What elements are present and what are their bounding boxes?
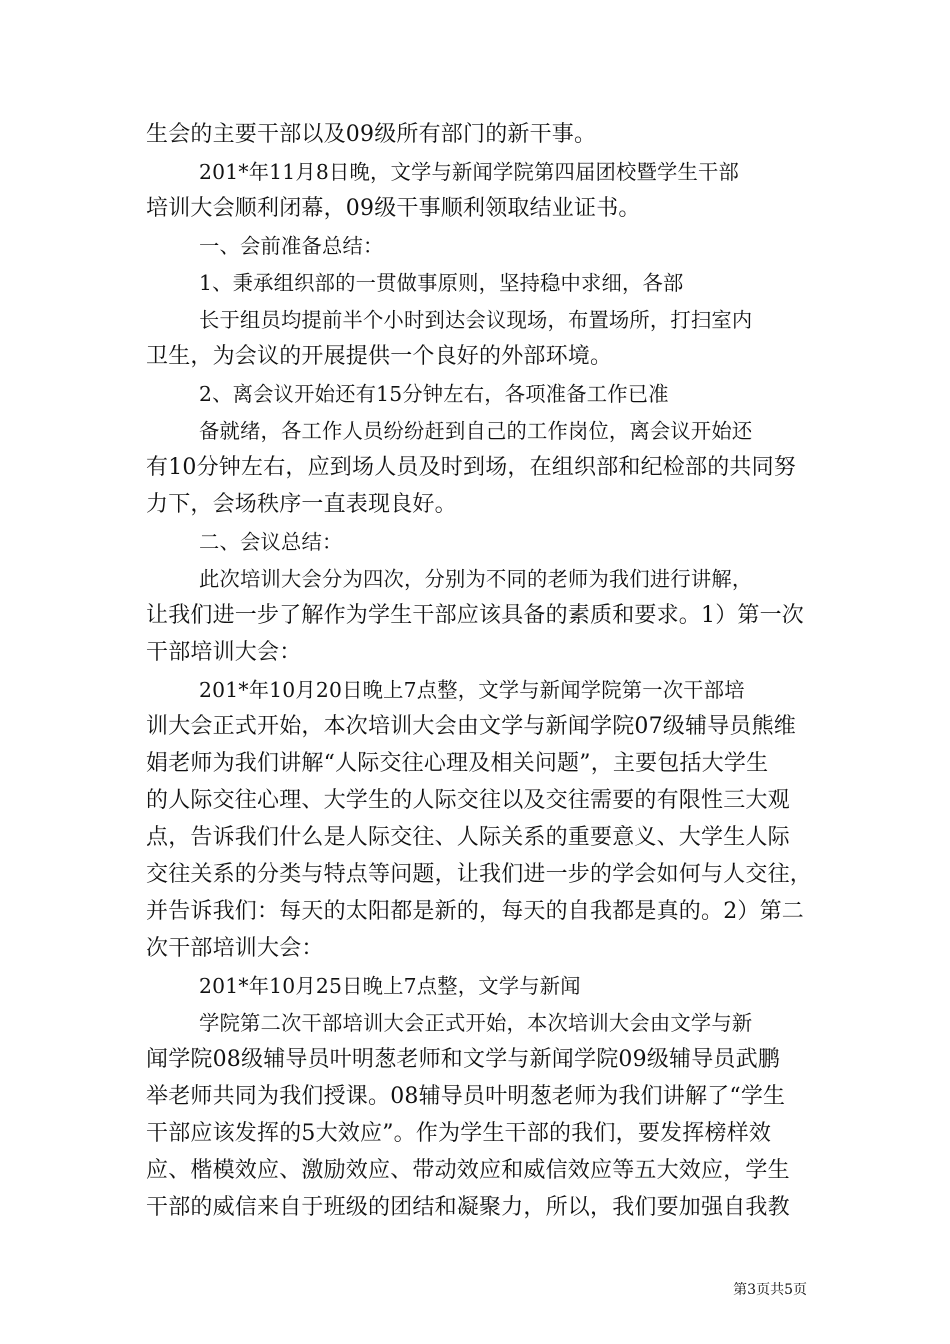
paragraph-line: 交往关系的分类与特点等问题，让我们进一步的学会如何与人交往， (146, 862, 813, 887)
paragraph-line: 1、秉承组织部的一贯做事原则，坚持稳中求细，各部 (199, 271, 684, 295)
paragraph-line: 训大会正式开始，本次培训大会由文学与新闻学院07级辅导员熊维 (146, 714, 796, 739)
paragraph-line: 点，告诉我们什么是人际交往、人际关系的重要意义、大学生人际 (146, 825, 790, 850)
paragraph-line: 次干部培训大会： (146, 936, 324, 961)
section-heading: 二、会议总结： (199, 530, 343, 554)
paragraph-line: 干部的威信来自于班级的团结和凝聚力，所以，我们要加强自我教 (146, 1195, 790, 1220)
paragraph-line: 培训大会顺利闭幕，09级干事顺利领取结业证书。 (146, 196, 641, 221)
paragraph-line: 应、楷模效应、激励效应、带动效应和威信效应等五大效应，学生 (146, 1158, 790, 1183)
paragraph-line: 的人际交往心理、大学生的人际交往以及交往需要的有限性三大观 (146, 788, 790, 813)
paragraph-line: 201*年10月20日晚上7点整，文学与新闻学院第一次干部培 (199, 678, 745, 702)
paragraph-line: 干部培训大会： (146, 640, 302, 665)
paragraph-line: 力下，会场秩序一直表现良好。 (146, 492, 457, 517)
paragraph-line: 让我们进一步了解作为学生干部应该具备的素质和要求。1）第一次 (146, 603, 804, 628)
paragraph-line: 娟老师为我们讲解“人际交往心理及相关问题”，主要包括大学生 (146, 751, 769, 776)
paragraph-line: 有10分钟左右，应到场人员及时到场，在组织部和纪检部的共同努 (146, 455, 796, 480)
paragraph-line: 干部应该发挥的5大效应”。作为学生干部的我们，要发挥榜样效 (146, 1121, 772, 1146)
paragraph-line: 2、离会议开始还有15分钟左右，各项准备工作已准 (199, 382, 669, 406)
paragraph-line: 并告诉我们：每天的太阳都是新的，每天的自我都是真的。2）第二 (146, 899, 804, 924)
paragraph-line: 举老师共同为我们授课。08辅导员叶明葱老师为我们讲解了“学生 (146, 1084, 786, 1109)
paragraph-line: 长于组员均提前半个小时到达会议现场，布置场所，打扫室内 (199, 308, 753, 332)
paragraph-line: 201*年11月8日晚，文学与新闻学院第四届团校暨学生干部 (199, 160, 739, 184)
paragraph-line: 闻学院08级辅导员叶明葱老师和文学与新闻学院09级辅导员武鹏 (146, 1047, 780, 1072)
paragraph-line: 201*年10月25日晚上7点整，文学与新闻 (199, 974, 581, 998)
paragraph-line: 此次培训大会分为四次，分别为不同的老师为我们进行讲解， (199, 567, 753, 591)
page-number: 第3页共5页 (733, 1282, 807, 1298)
section-heading: 一、会前准备总结： (199, 234, 384, 258)
paragraph-line: 学院第二次干部培训大会正式开始，本次培训大会由文学与新 (199, 1011, 753, 1035)
paragraph-line: 卫生，为会议的开展提供一个良好的外部环境。 (146, 344, 613, 369)
paragraph-line: 备就绪，各工作人员纷纷赶到自己的工作岗位，离会议开始还 (199, 419, 753, 443)
paragraph-line: 生会的主要干部以及09级所有部门的新干事。 (146, 122, 597, 147)
